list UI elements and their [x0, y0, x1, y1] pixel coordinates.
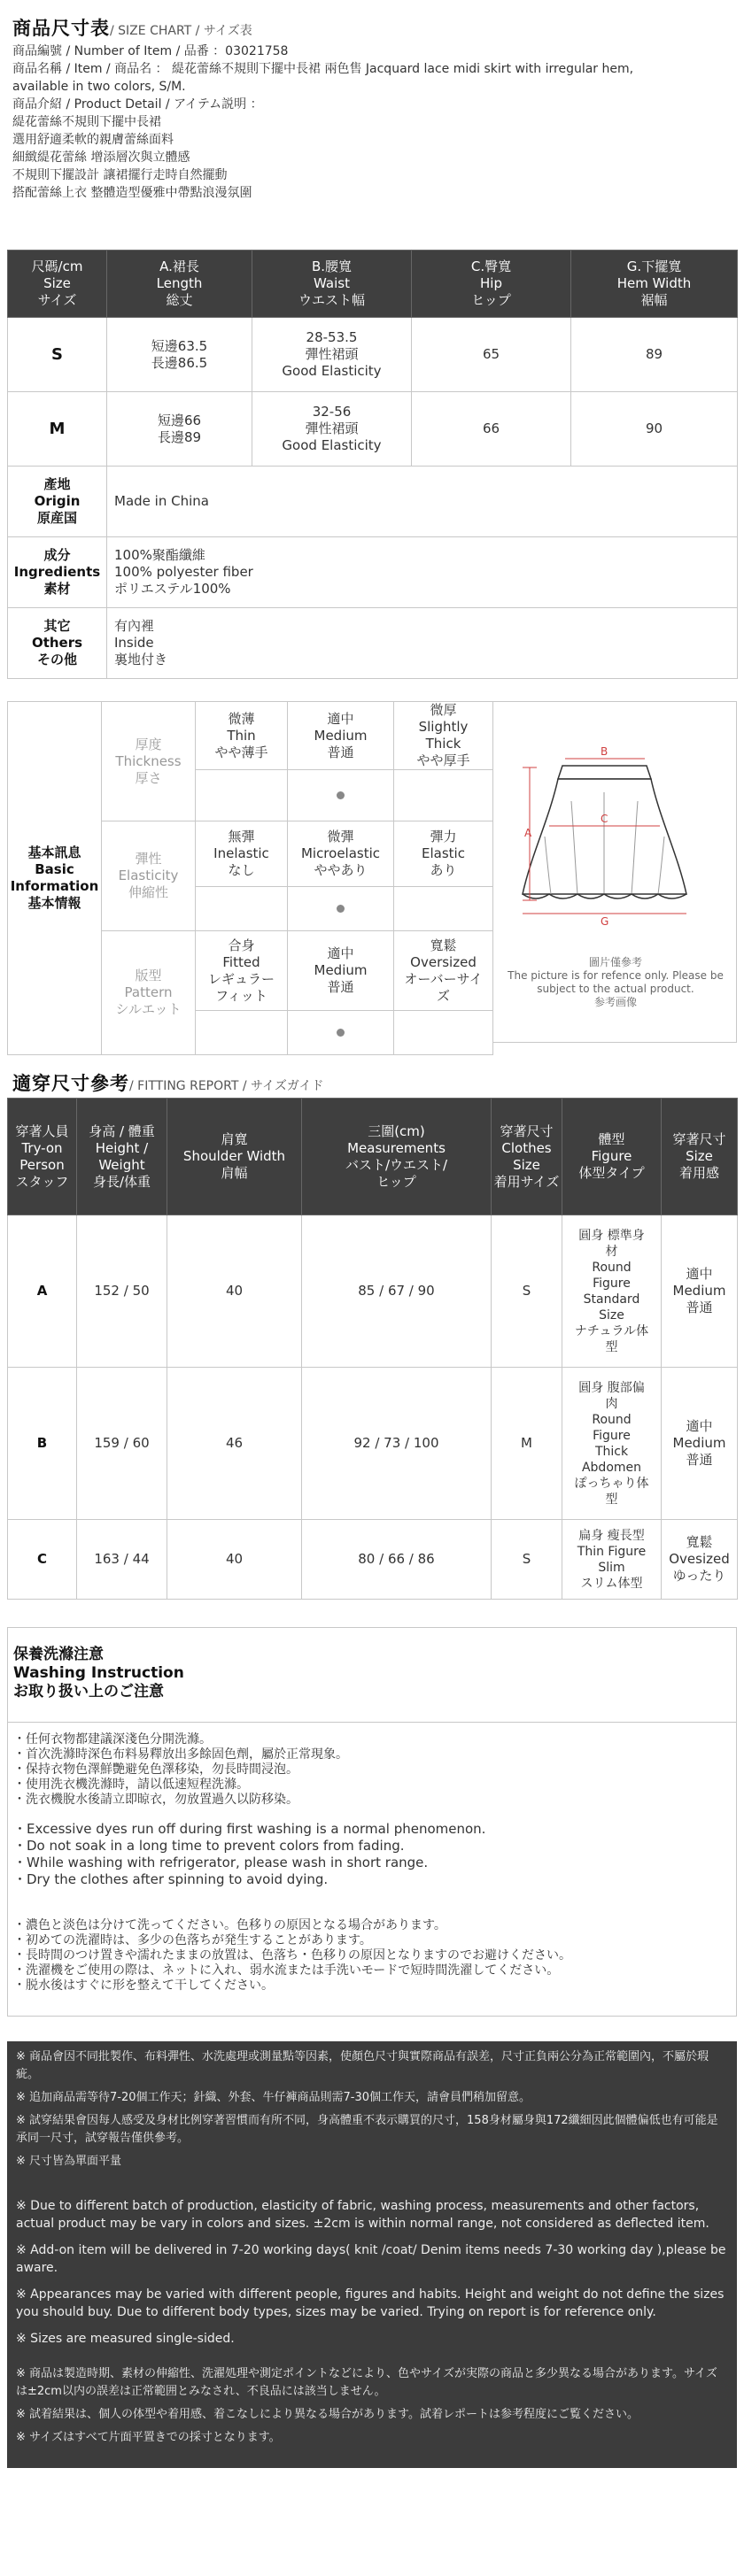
- pattern-label: 版型 Pattern シルエット: [102, 931, 196, 1055]
- size-chart-title: 商品尺寸表/ SIZE CHART / サイズ表: [12, 18, 252, 39]
- basic-info-label: 基本訊息 Basic Information 基本情報: [8, 702, 102, 1055]
- size-table: [7, 250, 738, 679]
- origin-row: 產地 Origin 原産国 Made in China: [8, 467, 738, 537]
- header-size: 尺碼/cm Size サイズ: [8, 251, 107, 318]
- diagram-caption: 圖片僅參考 The picture is for refence only. Please be subject to the actual product. 参考画像: [508, 956, 724, 1008]
- fitting-table: 穿著人員 Try-on Person スタッフ 身高 / 體重 Height / Weight 身長/体重 肩寬 Shoulder Width 肩幅 三圍(cm) Measurements バスト/ウエスト/ ヒップ 穿著尺寸 Clothes Size 着用サイズ 體型 Figure 体型タイプ 穿著尺寸 Size 着用感 A 152 / 50 40 85 / 67 / 90 S 圓身 標準身 材 Round Figure Standard Size ナチュラル体 型 適中 Medium 普通 B 159 / 60 46 92 / 73 / 100 M 圓身 腹部偏 肉 Round Figure Thick Abdomen ぽっちゃり体 型 適中 Medium 普通 C 163 / 44 40 80 / 66 / 86 S 扁身 瘦長型 Thin Figure Slim スリム体型 寬鬆 Ovesized ゆったり: [7, 1098, 738, 1600]
- diagram-label-g: G: [601, 915, 609, 928]
- notes-zh: ※ 商品會因不同批製作、布料彈性、水洗處理或測量點等因素，使顏色尺寸與實際商品有誤差，尺寸正負兩公分為正常範圍內，不屬於瑕疵。 ※ 追加商品需等待7-20個工作天；針織、外套、牛仔褲商品則需7-30個工作天，請會員們稍加留意。 ※ 試穿結果會因每人感受及身材比例穿著習慣而有所不同，身高體重不表示購買的尺寸，158身材屬身與172纖細因此個體偏低也有可能是承同一尺寸，試穿報告僅供參考。 ※ 尺寸皆為單面平量: [7, 2041, 737, 2190]
- notes-ja: ※ 商品は製造時期、素材の伸縮性、洗濯処理や測定ポイントなどにより、色やサイズが実際の商品と多少異なる場合があります。サイズは±2cm以内の誤差は正常範囲とみなされ、不良品には該当しません。 ※ 試着結果は、個人の体型や着用感、着こなしにより異なる場合があります。試着レポートは参考程度にご覧ください。 ※ サイズはすべて片面平置きでの採寸となります。: [7, 2358, 737, 2468]
- selected-dot: [337, 1029, 345, 1037]
- table-row: C 163 / 44 40 80 / 66 / 86 S 扁身 瘦長型 Thin Figure Slim スリム体型 寬鬆 Ovesized ゆったり: [8, 1520, 738, 1600]
- table-row: M 短邊66 長邊89 32-56 彈性裙頭 Good Elasticity 66 90: [8, 392, 738, 467]
- fitting-report-title: 適穿尺寸參考/ FITTING REPORT / サイズガイド: [12, 1073, 324, 1094]
- header-waist: B.腰寬 Waist ウエスト幅: [252, 251, 412, 318]
- product-intro: 商品編號 / Number of Item / 品番 ：03021758 商品名稱 / Item / 商品名 ： 緹花蕾絲不規則下擺中長裙 兩色售 Jacquard lace midi skirt with irregular hem, available in two colors, S/M. 商品介紹 / Product Detail / アイテム説明 ： 緹花蕾絲不規則下擺中長裙 選用舒適柔軟的親膚蕾絲面料 細緻緹花蕾絲 增添層次與立體感 不規則下擺設計 讓裙擺行走時自然擺動 搭配蕾絲上衣 整體造型優雅中帶點浪漫氛圍: [12, 44, 634, 200]
- others-row: 其它 Others その他 有內裡 Inside 裏地付き: [8, 608, 738, 679]
- selected-dot: [337, 791, 345, 799]
- washing-instruction: [7, 1627, 737, 2017]
- ingredients-row: 成分 Ingredients 素材 100%聚酯纖維 100% polyester fiber ポリエステル100%: [8, 537, 738, 608]
- diagram-label-a: A: [524, 827, 532, 839]
- diagram-label-b: B: [601, 745, 608, 758]
- diagram-label-c: C: [601, 813, 608, 825]
- header-hem: G.下擺寬 Hem Width 裾幅: [571, 251, 738, 318]
- washing-title: 保養洗滌注意 Washing Instruction お取り扱い上のご注意: [13, 1646, 184, 1701]
- notes-en: ※ Due to different batch of production, elasticity of fabric, washing process, measurements and other factors, actual product may be vary in colors and sizes. ±2cm is within normal range, not considered as deflected item. ※ Add-on item will be delivered in 7-20 working days( knit /coat/ Denim items needs 7-30 working day ),please be aware. ※ Appearances may be varied with different people, figures and habits. Height and weight do not define the sizes you should buy. Due to different body types, sizes may be varied. Trying on report is for reference only. ※ Sizes are measured single-sided.: [7, 2190, 737, 2358]
- table-row: A 152 / 50 40 85 / 67 / 90 S 圓身 標準身 材 Round Figure Standard Size ナチュラル体 型 適中 Medium 普通: [8, 1215, 738, 1368]
- table-row: S 短邊63.5 長邊86.5 28-53.5 彈性裙頭 Good Elasticity 65 89: [8, 318, 738, 392]
- elasticity-label: 彈性 Elasticity 伸縮性: [102, 821, 196, 931]
- basic-info-table: 基本訊息 Basic Information 基本情報 厚度 Thickness 厚さ 微薄 Thin やや薄手 適中 Medium 普通 微厚 Slightly Thick やや厚手 彈性 Elasticity 伸縮性 無彈 Inelastic なし 微彈 Microelastic ややあり 彈力 Elastic あり 版型 Pattern シルエット 合身 Fitted レギュラー フィット 適中 Medium 普通 寬鬆 Oversized オーバーサイ ズ: [7, 701, 493, 1055]
- table-row: B 159 / 60 46 92 / 73 / 100 M 圓身 腹部偏 肉 Round Figure Thick Abdomen ぽっちゃり体 型 適中 Medium 普通: [8, 1368, 738, 1520]
- header-hip: C.臀寬 Hip ヒップ: [412, 251, 571, 318]
- washing-ja: ・濃色と淡色は分けて洗ってください。色移りの原因となる場合があります。 ・初めての洗濯時は、多少の色落ちが発生することがあります。 ・長時間のつけ置きや濡れたままの放置は、色落ち・色移りの原因となりますのでお避けください。 ・洗濯機をご使用の際は、ネットに入れ、弱水流または手洗いモードで短時間洗濯してください。 ・脱水後はすぐに形を整えて干してください。: [13, 1918, 571, 1993]
- thickness-label: 厚度 Thickness 厚さ: [102, 702, 196, 821]
- washing-zh: ・任何衣物都建議深淺色分開洗滌。 ・首次洗滌時深色布料易釋放出多餘固色劑，屬於正常現象。 ・保持衣物色澤鮮艷避免色澤移染，勿長時間浸泡。 ・使用洗衣機洗滌時，請以低速短程洗滌。 ・洗衣機脫水後請立即晾衣，勿放置過久以防移染。: [13, 1732, 348, 1807]
- washing-en: ・Excessive dyes run off during first washing is a normal phenomenon. ・Do not soak in a long time to prevent colors from fading. ・While washing with refrigerator, please wash in short range. ・Dry the clothes after spinning to avoid dying.: [13, 1821, 486, 1887]
- header-length: A.裙長 Length 総丈: [107, 251, 252, 318]
- selected-dot: [337, 905, 345, 913]
